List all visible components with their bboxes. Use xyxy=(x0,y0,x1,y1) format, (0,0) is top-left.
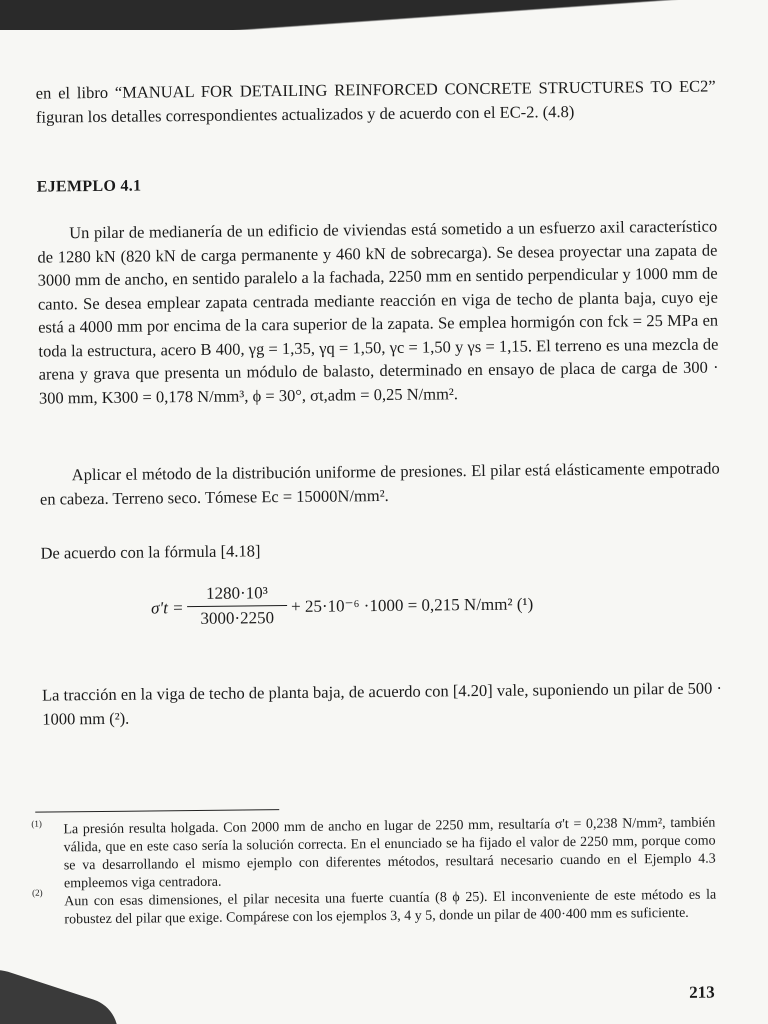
formula-lhs: σ't = xyxy=(151,598,184,618)
footnote-1: La presión resulta holgada. Con 2000 mm de ancho en lugar de 2250 mm, resultaría σ't = 0,238 N/mm², también válida, que en este caso sería la solución correcta. En el enunciado se ha fijado el valor de 2250 mm, porque como se va desarrollando el mismo ejemplo con diferentes métodos, resultará necesario cuando en el Ejemplo 4.3 empleemos viga centradora. xyxy=(63,815,716,892)
footnote-2-mark: (2) xyxy=(32,887,43,898)
footnote-2: Aun con esas dimensiones, el pilar necesita una fuerte cuantía (8 ϕ 25). El inconveniente de este método es la robustez del pilar que exige. Compárese con los ejemplos 3, 4 y 5, donde un pilar de 400·400 mm es suficiente. xyxy=(64,887,717,928)
formula-denominator: 3000·2250 xyxy=(200,608,275,628)
formula-numerator: 1280·10³ xyxy=(187,583,287,607)
formula-fraction xyxy=(187,583,287,629)
example-heading: EJEMPLO 4.1 xyxy=(36,177,142,196)
pressure-formula xyxy=(151,579,712,645)
intro-paragraph: en el libro “MANUAL FOR DETAILING REINFORCED CONCRETE STRUCTURES TO EC2” figuran los detalles correspondientes actualizados y de acuerdo con el EC-2. (4.8) xyxy=(35,76,716,127)
page-number: 213 xyxy=(689,982,715,1002)
traction-paragraph: La tracción en la viga de techo de planta baja, de acuerdo con [4.20] vale, suponiendo un pilar de 500 · 1000 mm (²). xyxy=(41,678,723,729)
formula-rest: + 25·10⁻⁶ ·1000 = 0,215 N/mm² (¹) xyxy=(291,594,534,616)
footnote-1-mark: (1) xyxy=(31,818,42,829)
method-paragraph: Aplicar el método de la distribución uniforme de presiones. El pilar está elásticamente empotrado en cabeza. Terreno seco. Tómese Ec = 15000N/mm². xyxy=(39,458,720,509)
example-statement-paragraph: Un pilar de medianería de un edificio de viviendas está sometido a un esfuerzo axil característico de 1280 kN (820 kN de carga permanente y 460 kN de sobrecarga). Se desea proyectar una zapata de 3000 mm de ancho, en sentido paralelo a la fachada, 2250 mm en sentido perpendicular y 1000 mm de canto. Se desea emplear zapata centrada mediante reacción en viga de techo de planta baja, cuyo eje está a 4000 mm por encima de la cara superior de la zapata. Se emplea hormigón con fck = 25 MPa en toda la estructura, acero B 400, γg = 1,35, γq = 1,50, γc = 1,50 y γs = 1,15. El terreno es una mezcla de arena y grava que presenta un módulo de balasto, determinado en ensayo de placa de carga de 300 · 300 mm, K300 = 0,178 N/mm³, ϕ = 30°, σt,adm = 0,25 N/mm². xyxy=(37,216,719,408)
formula-intro-text: De acuerdo con la fórmula [4.18] xyxy=(40,541,261,563)
footnote-divider xyxy=(35,809,279,813)
